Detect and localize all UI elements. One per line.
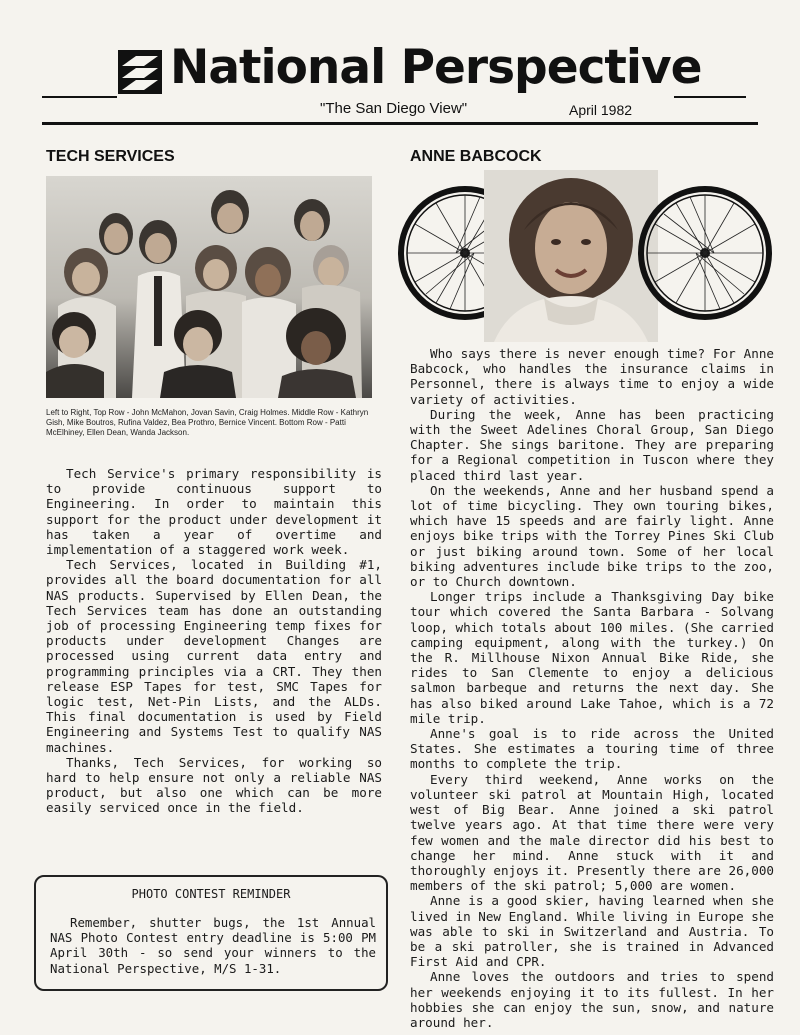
tech-services-paragraph: Tech Service's primary responsibility is to provide continuous support to Engineering. In order to maintain this support for the product under development it has taken a year of overtime and implementation of a staggered work week. bbox=[46, 466, 382, 558]
anne-babcock-paragraph: Anne loves the outdoors and tries to spend her weekends enjoying it to its fullest. In her hobbies she can enjoy the sun, snow, and nature around her. bbox=[410, 969, 774, 1030]
anne-babcock-heading: ANNE BABCOCK bbox=[410, 148, 542, 165]
anne-babcock-paragraph: Longer trips include a Thanksgiving Day bike tour which covered the Santa Barbara - Solvang loop, which totals about 100 miles. (She carried camping equipment, along with the turkey.) On the R. Millhouse Nixon Annual Bike Ride, she rides to San Clemente to enjoy a delicious salmon barbeque and returns the next day. She has also biked around Lake Tahoe, which is a 72 mile trip. bbox=[410, 589, 774, 726]
photo-contest-body bbox=[50, 915, 376, 976]
bicycle-wheel-right-icon bbox=[636, 184, 774, 322]
tech-services-heading: TECH SERVICES bbox=[46, 148, 175, 165]
photo-caption: Left to Right, Top Row - John McMahon, Jovan Savin, Craig Holmes. Middle Row - Kathryn Gish, Mike Boutros, Rufina Valdez, Bea Prothro, Bernice Vincent. Bottom Row - Patti McElhiney, Ellen Dean, Wanda Jackson. bbox=[46, 408, 369, 437]
portrait-figure bbox=[484, 170, 658, 342]
tech-services-article bbox=[46, 466, 382, 816]
tech-services-paragraph: Thanks, Tech Services, for working so hard to help ensure not only a reliable NAS product, but also one which can be more easily serviced once in the field. bbox=[46, 754, 382, 816]
masthead-rule bbox=[42, 122, 758, 125]
masthead-rule-right bbox=[674, 96, 746, 98]
anne-babcock-paragraph: Anne's goal is to ride across the United States. She estimates a touring time of three months to complete the trip. bbox=[410, 726, 774, 772]
group-photo-figures bbox=[46, 176, 372, 398]
anne-babcock-paragraph: On the weekends, Anne and her husband spend a lot of time bicycling. They own touring bikes, which have 15 speeds and are fairly light. Anne enjoys bike trips with the Torrey Pines Ski Club or just biking around town. Some of her local biking adventures include bike trips to the zoo, or to Church downtown. bbox=[410, 482, 774, 590]
ns-logo-icon bbox=[118, 50, 162, 94]
anne-babcock-article bbox=[410, 346, 774, 1030]
masthead-title: National Perspective bbox=[170, 40, 702, 95]
masthead-date: April 1982 bbox=[569, 102, 633, 118]
masthead bbox=[42, 40, 758, 130]
masthead-rule-left bbox=[42, 96, 117, 98]
tech-services-group-photo bbox=[46, 176, 372, 398]
photo-contest-box bbox=[34, 875, 388, 991]
photo-contest-text: Remember, shutter bugs, the 1st Annual NAS Photo Contest entry deadline is 5:00 PM April 30th - so send your winners to the National Perspective, M/S 1-31. bbox=[50, 915, 376, 976]
anne-babcock-paragraph: During the week, Anne has been practicing with the Sweet Adelines Choral Group, San Diego Chapter. She sings baritone. They are preparing for a Regional competition in Tuscon where they placed third last year. bbox=[410, 406, 774, 483]
anne-babcock-paragraph: Who says there is never enough time? For Anne Babcock, who handles the insurance claims in Personnel, there is always time to enjoy a wide variety of activities. bbox=[410, 346, 774, 407]
anne-babcock-paragraph: Every third weekend, Anne works on the volunteer ski patrol at Mountain High, located west of Big Bear. Anne joined a ski patrol twelve years ago. At that time there were very few women and the male director did his best to change her mind. Anne stuck with it and thoroughly enjoys it. Presently there are 26,000 members of the ski patrol; 5,000 are women. bbox=[410, 771, 774, 894]
anne-babcock-portrait bbox=[484, 170, 658, 342]
tech-services-paragraph: Tech Services, located in Building #1, provides all the board documentation for all NAS products. Supervised by Ellen Dean, the Tech Services team has done an outstanding job of processing Engineering temp fixes for products under development Changes are processed using current data entry and programming principles via a CRT. They then release ESP Tapes for test, SMC Tapes for logic test, Net-Pin Lists, and the ALDs. This final documentation is used by Field Engineering and Systems Test to qualify NAS machines. bbox=[46, 557, 382, 755]
anne-babcock-paragraph: Anne is a good skier, having learned when she lived in New England. While living in Europe she was able to ski in Switzerland and Austria. To be a ski patroller, she is trained in Advanced First Aid and CPR. bbox=[410, 893, 774, 970]
masthead-subtitle: "The San Diego View" bbox=[320, 100, 468, 117]
photo-contest-title: PHOTO CONTEST REMINDER bbox=[131, 887, 291, 901]
portrait-area bbox=[400, 170, 770, 345]
